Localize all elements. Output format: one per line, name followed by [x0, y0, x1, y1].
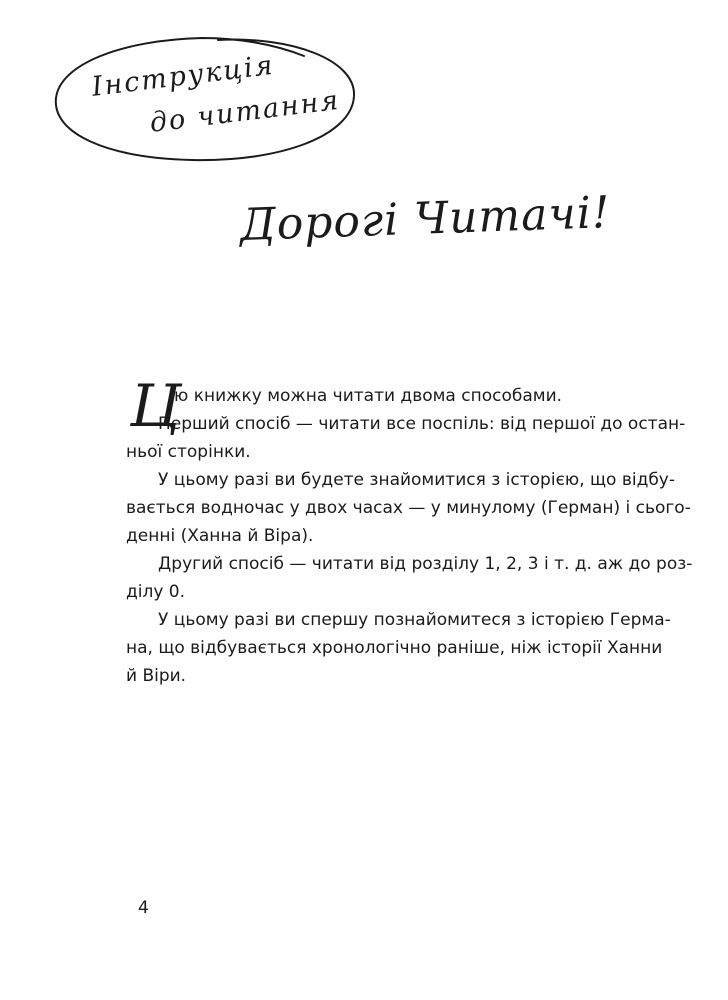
- paragraph-line: й Віри.: [126, 666, 187, 686]
- paragraph-line: денні (Ханна й Віра).: [126, 526, 314, 546]
- page-number: 4: [138, 898, 149, 918]
- paragraph-line: У цьому разі ви будете знайомитися з історією, що відбу-: [158, 470, 676, 490]
- badge-title-line-2: до читання: [148, 84, 342, 139]
- body-text: [126, 382, 693, 690]
- paragraph-line: ділу 0.: [126, 582, 186, 602]
- badge-title-line-1: Інструкція: [90, 49, 277, 103]
- instructions-badge: [42, 30, 364, 170]
- paragraph-line: У цьому разі ви спершу познайомитеся з історією Герма-: [158, 610, 671, 630]
- greeting-heading: Дорогі Читачі!: [239, 187, 612, 251]
- intro-line: ю книжку можна читати двома способами.: [174, 386, 563, 406]
- paragraph-line: Другий спосіб — читати від розділу 1, 2, 3 і т. д. аж до роз-: [158, 554, 693, 574]
- paragraph-line: на, що відбувається хронологічно раніше, ніж історії Ханни: [126, 638, 663, 658]
- paragraph-line: ньої сторінки.: [126, 442, 251, 462]
- paragraph-line: вається водночас у двох часах — у минулому (Герман) і сього-: [126, 498, 691, 518]
- paragraph-line: Перший спосіб — читати все поспіль: від першої до остан-: [158, 414, 686, 434]
- drop-cap: Ц: [130, 372, 181, 440]
